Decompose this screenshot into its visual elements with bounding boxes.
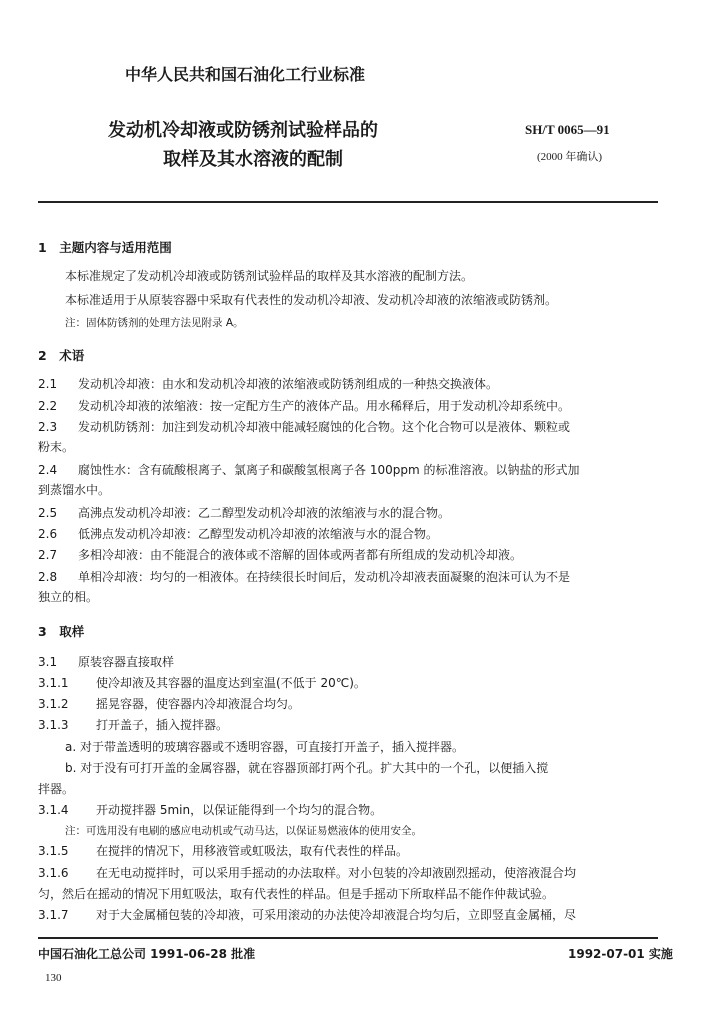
item-text: 发动机冷却液：由水和发动机冷却液的浓缩液或防锈剂组成的一种热交换液体。 [78, 377, 499, 391]
clause-3-1-4-note: 注：可选用没有电刷的感应电动机或气动马达，以保证易燃液体的使用安全。 [65, 825, 422, 837]
item-number: 3.1.7 [38, 908, 69, 922]
item-text: 单相冷却液：均匀的一相液体。在持续很长时间后，发动机冷却液表面凝聚的泡沫可认为不是 [78, 570, 571, 584]
clause-3-1-5 [38, 843, 408, 859]
item-number: 3.1.2 [38, 697, 69, 711]
item-number: 3.1.3 [38, 718, 69, 732]
item-number: 2.8 [38, 570, 58, 584]
clause-3-1-3-a: a. 对于带盖透明的玻璃容器或不透明容器，可直接打开盖子，插入搅拌器。 [65, 740, 464, 754]
clause-3-1-4 [38, 802, 382, 818]
term-2-4-cont: 到蒸馏水中。 [38, 483, 111, 497]
clause-3-1-6-cont: 匀，然后在摇动的情况下用虹吸法，取有代表性的样品。但是手摇动下所取样品不能作仲裁试验。 [38, 887, 555, 901]
item-text: 发动机冷却液的浓缩液：按一定配方生产的液体产品。用水稀释后，用于发动机冷却系统中。 [78, 399, 571, 413]
item-number: 3.1.4 [38, 803, 69, 817]
item-text: 打开盖子，插入搅拌器。 [96, 718, 229, 732]
clause-3-1 [38, 654, 174, 670]
doc-title-line2: 取样及其水溶液的配制 [163, 149, 343, 170]
term-2-3-cont: 粉末。 [38, 440, 75, 454]
item-number: 2.2 [38, 399, 58, 413]
standard-code: SH/T 0065—91 [525, 122, 610, 137]
clause-3-1-6 [38, 865, 576, 881]
org-title: 中华人民共和国石油化工行业标准 [125, 65, 366, 84]
item-number: 2.5 [38, 506, 58, 520]
clause-3-1-3 [38, 717, 228, 733]
header-rule [38, 201, 658, 203]
term-2-4 [38, 462, 579, 478]
item-text: 腐蚀性水：含有硫酸根离子、氯离子和碳酸氢根离子各 100ppm 的标准溶液。以钠盐的形式加 [78, 463, 580, 477]
item-number: 3.1.1 [38, 676, 69, 690]
term-2-2 [38, 398, 570, 414]
item-text: 高沸点发动机冷却液：乙二醇型发动机冷却液的浓缩液与水的混合物。 [78, 506, 451, 520]
clause-3-1-1 [38, 675, 366, 691]
item-text: 对于大金属桶包装的冷却液，可采用滚动的办法使冷却液混合均匀后，立即竖直金属桶，尽 [96, 908, 577, 922]
clause-3-1-3-b: b. 对于没有可打开盖的金属容器，就在容器顶部打两个孔。扩大其中的一个孔，以便插入搅 [65, 761, 549, 775]
clause-3-1-2 [38, 696, 300, 712]
item-text: 发动机防锈剂：加注到发动机冷却液中能减轻腐蚀的化合物。这个化合物可以是液体、颗粒或 [78, 420, 571, 434]
item-text: 多相冷却液：由不能混合的液体或不溶解的固体或两者都有所组成的发动机冷却液。 [78, 548, 523, 562]
term-2-5 [38, 505, 450, 521]
item-number: 2.7 [38, 548, 58, 562]
item-text: 开动搅拌器 5min，以保证能得到一个均匀的混合物。 [96, 803, 383, 817]
item-text: 使冷却液及其容器的温度达到室温(不低于 20℃)。 [96, 676, 366, 690]
clause-3-1-7 [38, 907, 576, 923]
section-1-note: 注：固体防锈剂的处理方法见附录 A。 [65, 317, 244, 329]
item-number: 2.3 [38, 420, 58, 434]
term-2-7 [38, 547, 522, 563]
clause-3-1-3-b-cont: 拌器。 [38, 782, 75, 796]
confirm-year: (2000 年确认) [537, 151, 603, 163]
term-2-1 [38, 376, 498, 392]
term-2-3 [38, 419, 570, 435]
item-text: 在搅拌的情况下，用移液管或虹吸法，取有代表性的样品。 [96, 844, 409, 858]
doc-title-line1: 发动机冷却液或防锈剂试验样品的 [108, 120, 378, 141]
item-number: 3.1.5 [38, 844, 69, 858]
page-number: 130 [45, 972, 62, 984]
approval-date: 中国石油化工总公司 1991-06-28 批准 [38, 947, 256, 961]
item-number: 2.4 [38, 463, 58, 477]
item-text: 低沸点发动机冷却液：乙醇型发动机冷却液的浓缩液与水的混合物。 [78, 527, 439, 541]
section-1-heading: 1 主题内容与适用范围 [38, 240, 172, 255]
footer-rule [38, 937, 658, 939]
section-1-para-1: 本标准规定了发动机冷却液或防锈剂试验样品的取样及其水溶液的配制方法。 [65, 269, 474, 283]
section-2-heading: 2 术语 [38, 348, 85, 363]
section-3-heading: 3 取样 [38, 624, 85, 639]
term-2-8-cont: 独立的相。 [38, 590, 99, 604]
section-1-para-2: 本标准适用于从原装容器中采取有代表性的发动机冷却液、发动机冷却液的浓缩液或防锈剂。 [65, 293, 558, 307]
item-number: 3.1 [38, 655, 58, 669]
item-number: 2.6 [38, 527, 58, 541]
implementation-date: 1992-07-01 实施 [568, 947, 673, 961]
item-text: 原装容器直接取样 [78, 655, 175, 669]
item-text: 在无电动搅拌时，可以采用手摇动的办法取样。对小包装的冷却液剧烈摇动，使溶液混合均 [96, 866, 577, 880]
item-number: 3.1.6 [38, 866, 69, 880]
item-number: 2.1 [38, 377, 58, 391]
item-text: 摇晃容器，使容器内冷却液混合均匀。 [96, 697, 301, 711]
term-2-6 [38, 526, 438, 542]
term-2-8 [38, 569, 570, 585]
